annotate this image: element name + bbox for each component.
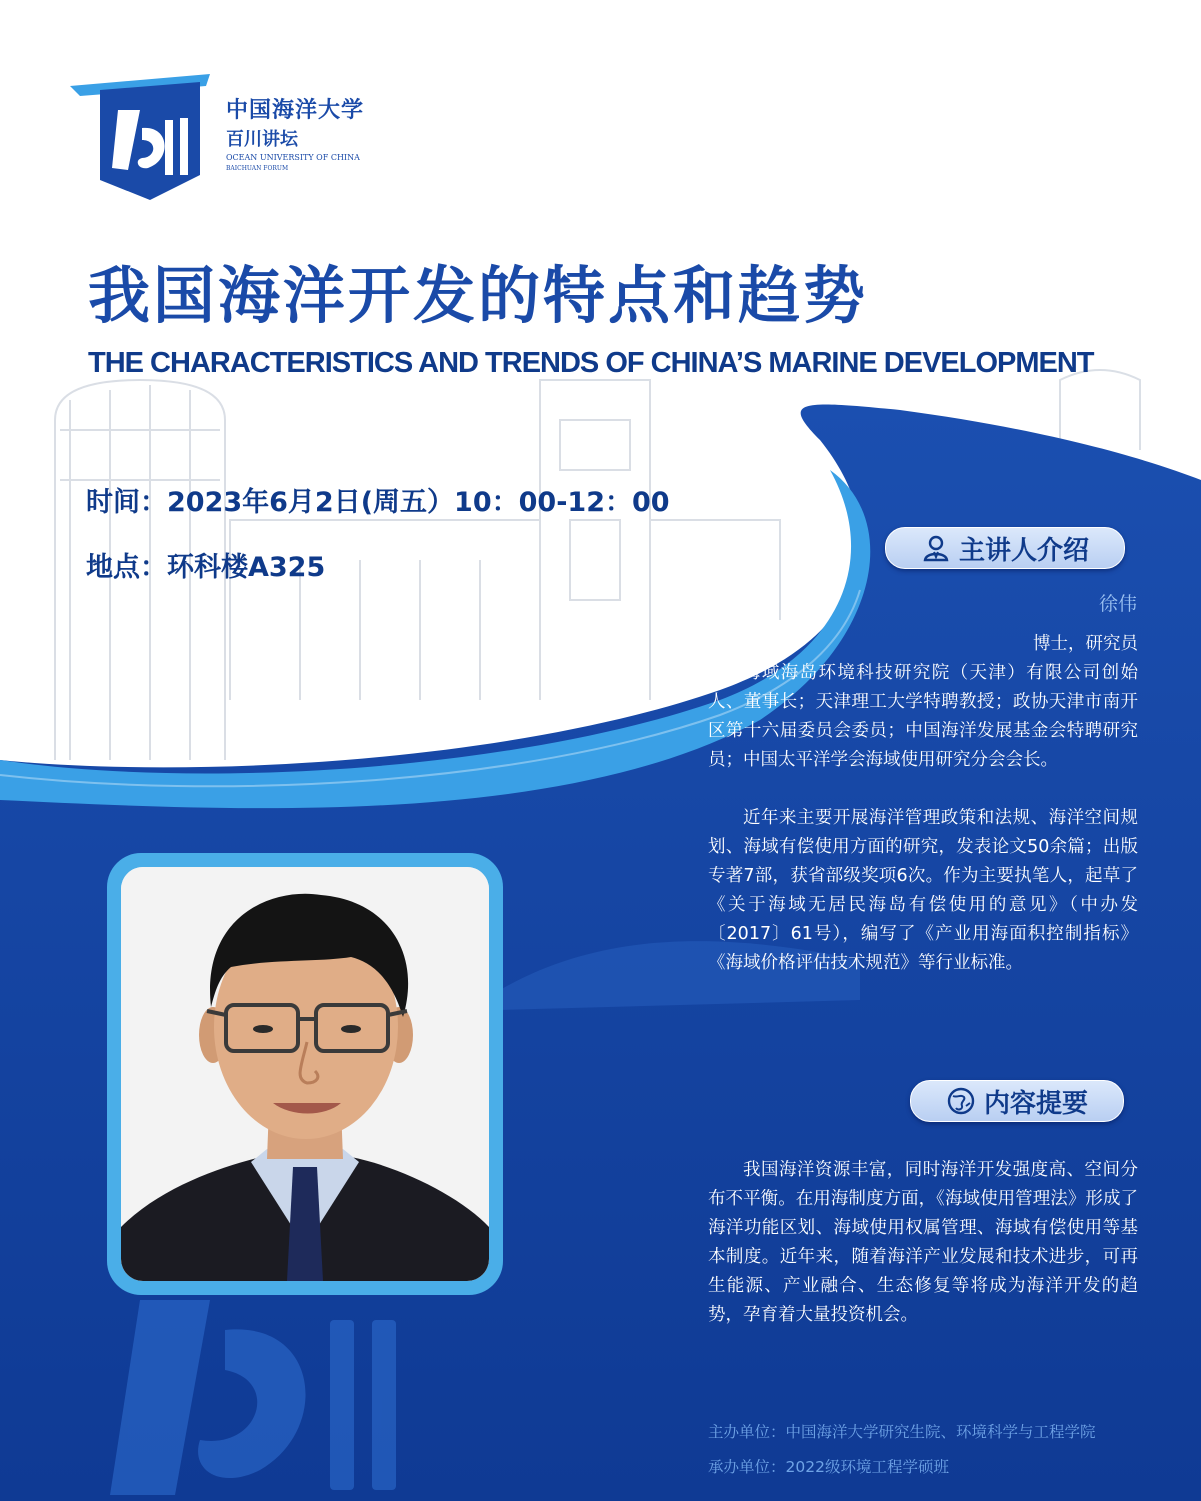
speaker-heading-label: 主讲人介绍 xyxy=(958,535,1089,566)
summary-section-heading xyxy=(910,1080,1124,1122)
summary-heading-label: 内容提要 xyxy=(983,1088,1088,1119)
speaker-name: 徐伟 xyxy=(1098,593,1137,615)
speaker-bio-paragraph-1: 海域海岛环境科技研究院（天津）有限公司创始人、董事长；天津理工大学特聘教授；政协天津市南开区第十六届委员会委员；中国海洋发展基金会特聘研究员；中国太平洋学会海域使用研究分会会长。 xyxy=(708,663,1138,770)
footer-organizer: 承办单位：2022级环境工程学硕班 xyxy=(708,1458,949,1476)
event-place: 地点：环科楼A325 xyxy=(86,552,326,583)
summary-text: 我国海洋资源丰富，同时海洋开发强度高、空间分布不平衡。在用海制度方面，《海域使用管理法》形成了海洋功能区划、海域使用权属管理、海域有偿使用等基本制度。近年来，随着海洋产业发展和技术进步，可再生能源、产业融合、生态修复等将成为海洋开发的趋势，孕育着大量投资机会。 xyxy=(708,1160,1138,1325)
event-time: 时间：2023年6月2日(周五）10：00-12：00 xyxy=(86,487,670,518)
speaker-title: 博士，研究员 xyxy=(1033,634,1138,654)
speaker-section-heading xyxy=(885,527,1125,569)
footer-host: 主办单位：中国海洋大学研究生院、环境科学与工程学院 xyxy=(708,1423,1096,1441)
forum-logo-emblem xyxy=(70,74,210,200)
globe-icon xyxy=(946,1086,976,1116)
speaker-portrait xyxy=(121,867,489,1281)
person-icon xyxy=(921,533,951,563)
title-english: THE CHARACTERISTICS AND TRENDS OF CHINA’S MARINE DEVELOPMENT xyxy=(88,347,1094,379)
speaker-photo xyxy=(121,867,489,1281)
logo-university-cn: 中国海洋大学 xyxy=(226,97,365,123)
logo-forum-cn: 百川讲坛 xyxy=(226,129,298,150)
speaker-photo-frame xyxy=(107,853,503,1295)
summary-text-block xyxy=(708,1156,1138,1330)
speaker-bio xyxy=(708,630,1138,978)
title-chinese: 我国海洋开发的特点和趋势 xyxy=(88,259,869,332)
speaker-bio-paragraph-2: 近年来主要开展海洋管理政策和法规、海洋空间规划、海域有偿使用方面的研究，发表论文50余篇；出版专著7部，获省部级奖项6次。作为主要执笔人，起草了《关于海域无居民海岛有偿使用的意见》（中办发〔2017〕61号），编写了《产业用海面积控制指标》《海域价格评估技术规范》等行业标准。 xyxy=(708,808,1138,973)
logo-university-en: OCEAN UNIVERSITY OF CHINA xyxy=(226,153,360,162)
logo-forum-en: BAICHUAN FORUM xyxy=(226,165,289,172)
